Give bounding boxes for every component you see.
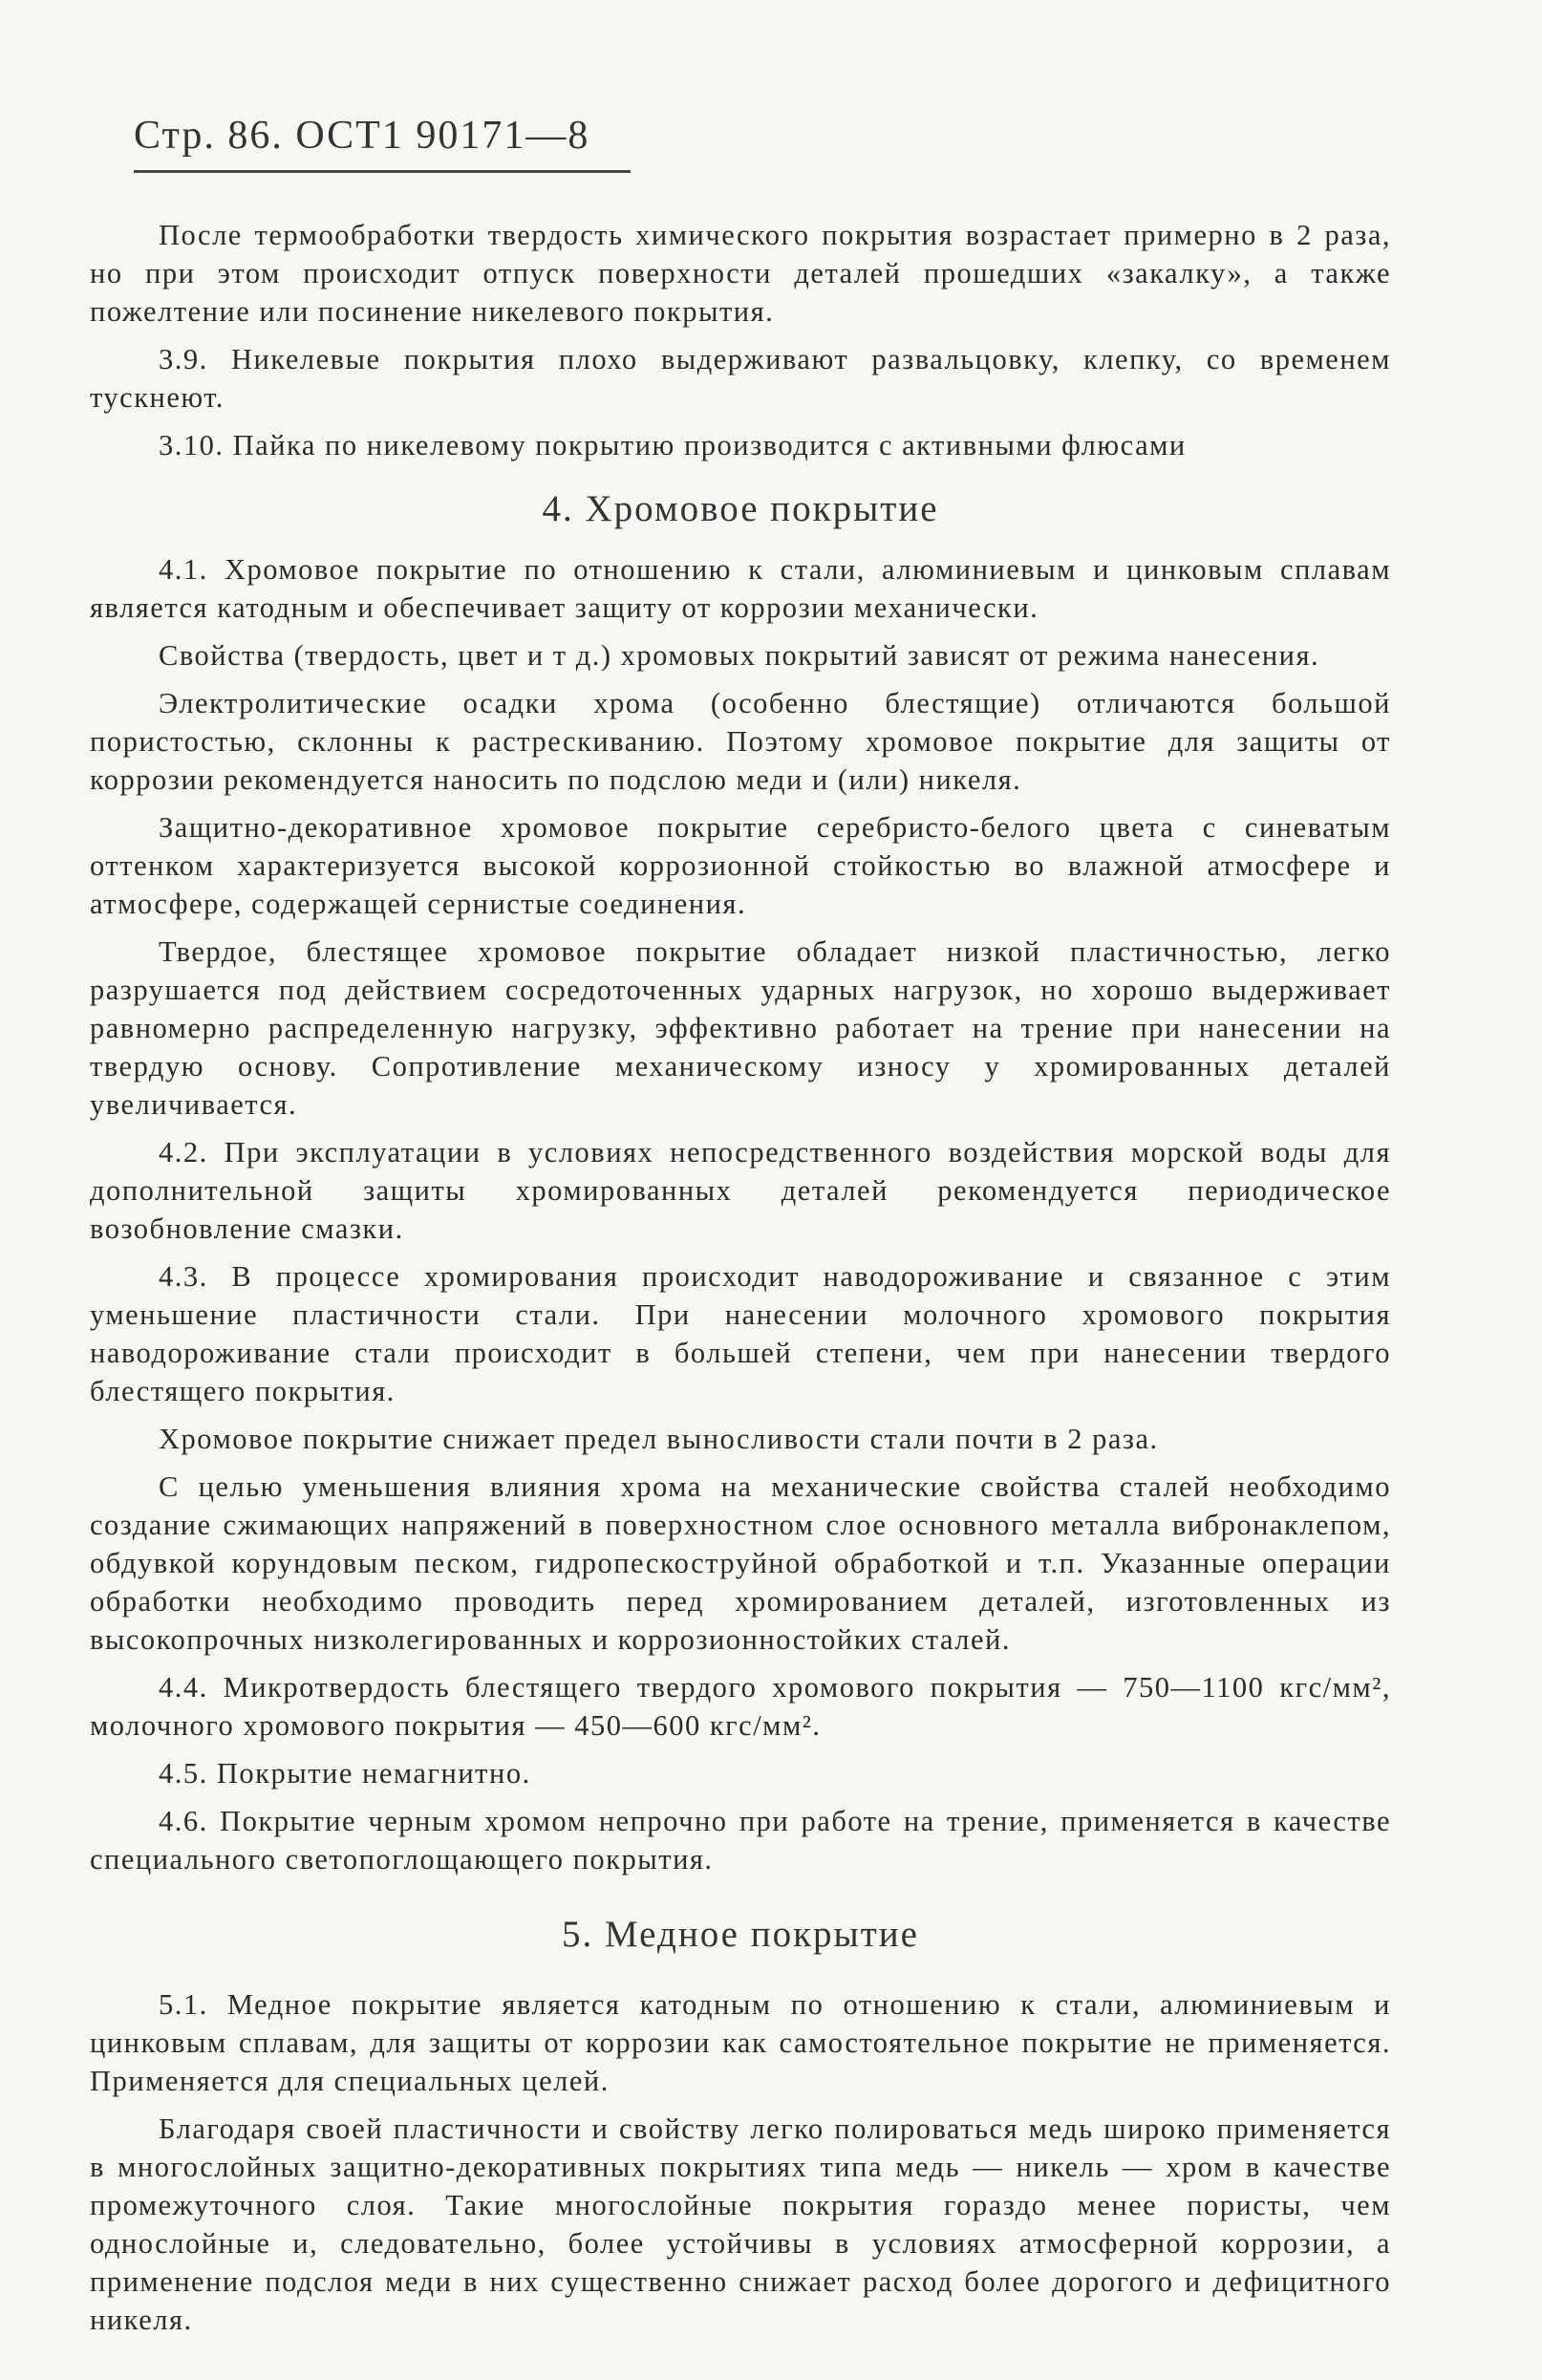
page-content xyxy=(90,216,1391,2348)
header-rule xyxy=(134,170,631,173)
paragraph: 4.5. Покрытие немагнитно. xyxy=(159,1757,531,1790)
paragraph: Благодаря своей пластичности и свойству легко полироваться медь широко применяется в многослойных защитно-декоративных покрытиях типа медь — никель — хром в качестве промежуточного слоя. Такие многослойные покрытия гораздо менее пористы, чем однослойные и, следовательно, более устойчивы в условиях атмосферной коррозии, а применение подслоя меди в них существенно снижает расход более дорогого и дефицитного никеля. xyxy=(90,2112,1391,2336)
section-heading: 4. Хромовое покрытие xyxy=(542,488,939,529)
paragraph: 3.9. Никелевые покрытия плохо выдерживают развальцовку, клепку, со временем тускнеют. xyxy=(90,343,1391,414)
paragraph: 4.3. В процессе хромирования происходит наводороживание и связанное с этим уменьшение пластичности стали. При нанесении молочного хромового покрытия наводороживание стали происходит в большей степени, чем при нанесении твердого блестящего покрытия. xyxy=(90,1260,1391,1407)
paragraph: 4.4. Микротвердость блестящего твердого хромового покрытия — 750—1100 кгс/мм², молочного хромового покрытия — 450—600 кгс/мм². xyxy=(90,1671,1391,1742)
paragraph: 5.1. Медное покрытие является катодным по отношению к стали, алюминиевым и цинковым сплавам, для защиты от коррозии как самостоятельное покрытие не применяется. Применяется для специальных целей. xyxy=(90,1988,1391,2097)
paragraph: С целью уменьшения влияния хрома на механические свойства сталей необходимо создание сжимающих напряжений в поверхностном слое основного металла вибронаклепом, обдувкой корундовым песком, гидропескоструйной обработкой и т.п. Указанные операции обработки необходимо проводить перед хромированием деталей, изготовленных из высокопрочных низколегированных и коррозионностойких сталей. xyxy=(90,1470,1391,1656)
paragraph: После термообработки твердость химического покрытия возрастает примерно в 2 раза, но при этом происходит отпуск поверхности деталей прошедших «закалку», а также пожелтение или посинение никелевого покрытия. xyxy=(90,219,1391,328)
page-header: Стр. 86. ОСТ1 90171—8 xyxy=(134,114,590,158)
paragraph: 4.6. Покрытие черным хромом непрочно при работе на трение, применяется в качестве специального светопоглощающего покрытия. xyxy=(90,1805,1391,1876)
paragraph: 4.1. Хромовое покрытие по отношению к стали, алюминиевым и цинковым сплавам является катодным и обеспечивает защиту от коррозии механически. xyxy=(90,553,1391,624)
paragraph: Хромовое покрытие снижает предел выносливости стали почти в 2 раза. xyxy=(159,1423,1159,1455)
paragraph: Твердое, блестящее хромовое покрытие обладает низкой пластичностью, легко разрушается под действием сосредоточенных ударных нагрузок, но хорошо выдерживает равномерно распределенную нагрузку, эффективно работает на трение при нанесении на твердую основу. Сопротивление механическому износу у хромированных деталей увеличивается. xyxy=(90,935,1391,1121)
section-heading: 5. Медное покрытие xyxy=(562,1914,919,1955)
paragraph: Электролитические осадки хрома (особенно блестящие) отличаются большой пористостью, склонны к растрескиванию. Поэтому хромовое покрытие для защиты от коррозии рекомендуется наносить по подслою меди и (или) никеля. xyxy=(90,687,1391,796)
paragraph: 4.2. При эксплуатации в условиях непосредственного воздействия морской воды для дополнительной защиты хромированных деталей рекомендуется периодическое возобновление смазки. xyxy=(90,1136,1391,1245)
paragraph: Защитно-декоративное хромовое покрытие серебристо-белого цвета с синеватым оттенком характеризуется высокой коррозионной стойкостью во влажной атмосфере и атмосфере, содержащей сернистые соединения. xyxy=(90,811,1391,920)
paragraph: 3.10. Пайка по никелевому покрытию производится с активными флюсами xyxy=(159,429,1187,461)
paragraph: Свойства (твердость, цвет и т д.) хромовых покрытий зависят от режима нанесения. xyxy=(159,639,1320,672)
